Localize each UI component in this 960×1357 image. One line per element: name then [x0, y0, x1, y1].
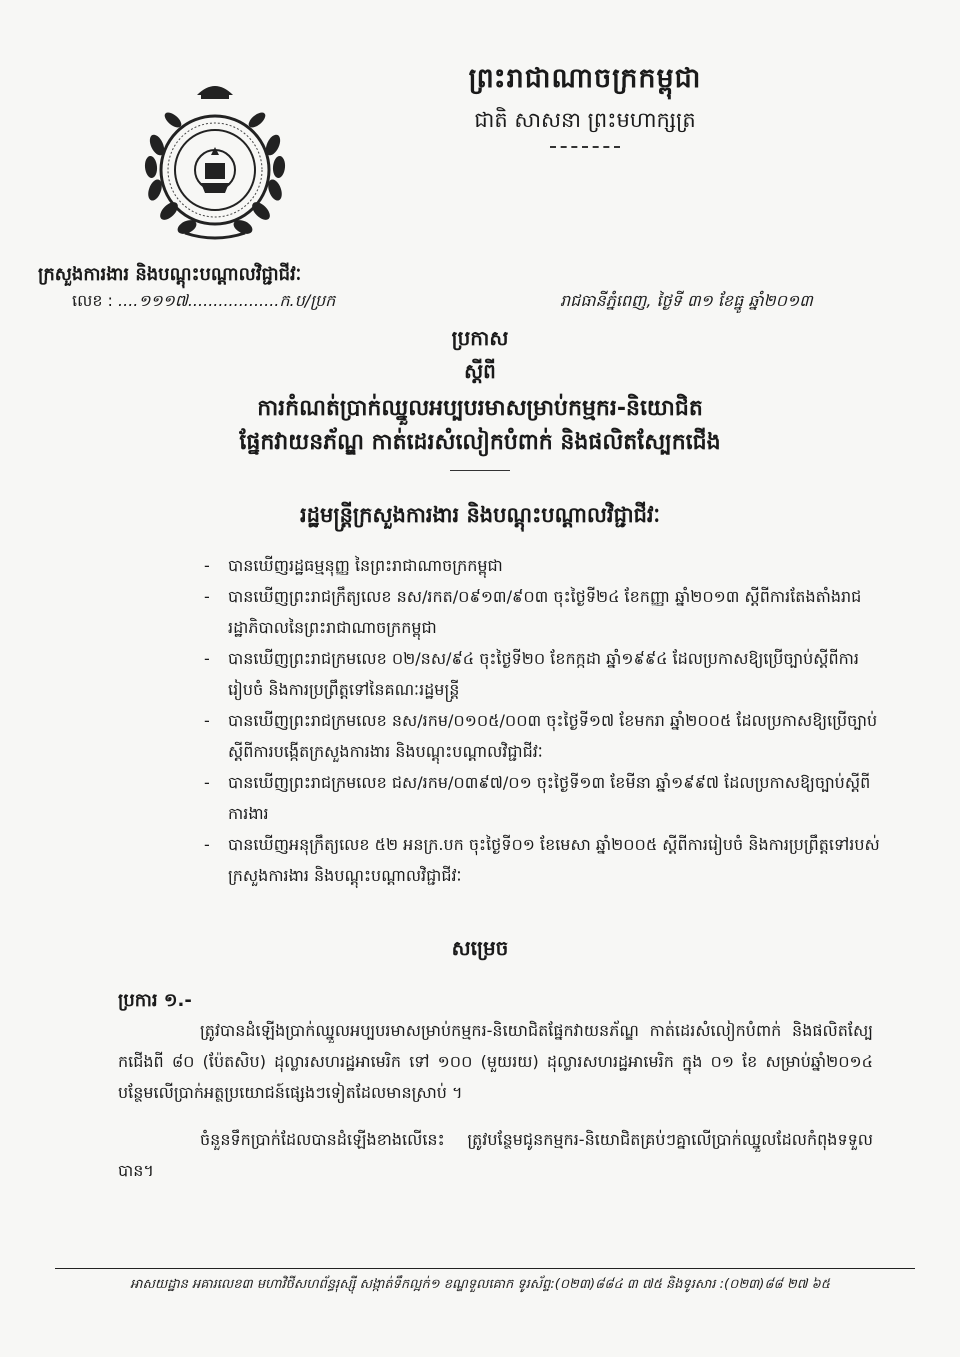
- footer-divider: [55, 1268, 915, 1269]
- article-1-paragraph-1: ត្រូវបានដំឡើងប្រាក់ឈ្នួលអប្បបរមាសម្រាប់កម្មករ-និយោជិតផ្នែកវាយនភ័ណ្ឌ កាត់ដេរសំលៀកបំពាក់ និងផលិតស្បែកជើងពី ៨០ (ប៉ែតសិប) ដុល្លារសហរដ្ឋអាមេរិក ទៅ ១០០ (មួយរយ) ដុល្លារសហរដ្ឋអាមេរិក ក្នុង ០១ ខែ សម្រាប់ឆ្នាំ២០១៤ បន្ថែមលើប្រាក់អត្ថប្រយោជន៍ផ្សេងៗទៀតដែលមានស្រាប់ ។: [118, 1021, 873, 1102]
- dateline: រាជធានីភ្នំពេញ, ថ្ងៃទី ៣១ ខែធ្នូ ឆ្នាំ២០១៣: [560, 291, 813, 310]
- ministry-name: ក្រសួងការងារ និងបណ្តុះបណ្តាលវិជ្ជាជីវៈ: [38, 264, 302, 285]
- article-1-title: ប្រការ ១.-: [118, 990, 192, 1011]
- title-divider: [450, 470, 510, 471]
- list-item: - បានឃើញព្រះរាជក្រឹត្យលេខ នស/រកត/០៩១៣/៩០៣ ចុះថ្ងៃទី២៤ ខែកញ្ញា ឆ្នាំ២០១៣ ស្តីពីការតែងតាំងរាជរដ្ឋាភិបាលនៃព្រះរាជាណាចក្រកម្ពុជា: [200, 581, 880, 643]
- article-1-paragraph-2: ចំនួនទឹកប្រាក់ដែលបានដំឡើងខាងលើនេះ ត្រូវបន្ថែមជូនកម្មករ-និយោជិតគ្រប់ៗគ្នាលើប្រាក់ឈ្នួលដែលកំពុងទទួលបាន។: [118, 1130, 873, 1180]
- list-item: - បានឃើញរដ្ឋធម្មនុញ្ញ នៃព្រះរាជាណាចក្រកម្ពុជា: [200, 550, 880, 581]
- issuer-title: រដ្ឋមន្ត្រីក្រសួងការងារ និងបណ្តុះបណ្តាលវិជ្ជាជីវៈ: [300, 503, 660, 527]
- header-block: [370, 62, 800, 148]
- reference-number-line: [72, 290, 335, 314]
- legal-references-list: [200, 550, 880, 891]
- list-item: - បានឃើញអនុក្រឹត្យលេខ ៥២ អនក្រ.បក ចុះថ្ងៃទី០១ ខែមេសា ឆ្នាំ២០០៥ ស្តីពីការរៀបចំ និងការប្រព្រឹត្តទៅរបស់ក្រសួងការងារ និងបណ្តុះបណ្តាលវិជ្ជាជីវៈ: [200, 829, 880, 891]
- document-type: ប្រកាស: [451, 326, 509, 350]
- subject-line-1: ការកំណត់ប្រាក់ឈ្នួលអប្បបរមាសម្រាប់កម្មករ-និយោជិត: [257, 396, 703, 421]
- footer-address: អាសយដ្ឋាន អគារលេខ៣ មហាវិថីសហព័ន្ធរុស្ស៊ី សង្កាត់ទឹកល្អក់១ ខណ្ឌទួលគោក ទូរស័ព្ទ:(០២៣)៨៨៤ ៣ ៧៥ និងទូរសារ :(០២៣)៨៨ ២៧ ៦៥: [130, 1277, 830, 1292]
- decision-heading: សម្រេច: [451, 936, 509, 960]
- reference-label: លេខ :: [72, 291, 113, 310]
- list-item: - បានឃើញព្រះរាជក្រមលេខ នស/រកម/០១០៥/០០៣ ចុះថ្ងៃទី១៧ ខែមករា ឆ្នាំ២០០៥ ដែលប្រកាសឱ្យប្រើច្បាប់ស្តីពីការបង្កើតក្រសួងការងារ និងបណ្តុះបណ្តាលវិជ្ជាជីវៈ: [200, 705, 880, 767]
- kingdom-name: ព្រះរាជាណាចក្រកម្ពុជា: [468, 63, 702, 94]
- motto-divider: [550, 146, 620, 148]
- reference-number: ....១១១៧..................ក.ប/ប្រក: [118, 291, 336, 310]
- regarding-label: ស្តីពី: [464, 359, 496, 383]
- list-item: - បានឃើញព្រះរាជក្រមលេខ ជស/រកម/០៣៩៧/០១ ចុះថ្ងៃទី១៣ ខែមីនា ឆ្នាំ១៩៩៧ ដែលប្រកាសឱ្យច្បាប់ស្តីពីការងារ: [200, 767, 880, 829]
- national-motto: ជាតិ សាសនា ព្រះមហាក្សត្រ: [474, 108, 696, 132]
- ministry-seal-icon: [135, 75, 295, 245]
- list-item: - បានឃើញព្រះរាជក្រមលេខ ០២/នស/៩៤ ចុះថ្ងៃទី២០ ខែកក្កដា ឆ្នាំ១៩៩៤ ដែលប្រកាសឱ្យប្រើច្បាប់ស្តីពីការរៀបចំ និងការប្រព្រឹត្តទៅនៃគណៈរដ្ឋមន្ត្រី: [200, 643, 880, 705]
- subject-line-2: ផ្នែកវាយនភ័ណ្ឌ កាត់ដេរសំលៀកបំពាក់ និងផលិតស្បែកជើង: [239, 430, 721, 455]
